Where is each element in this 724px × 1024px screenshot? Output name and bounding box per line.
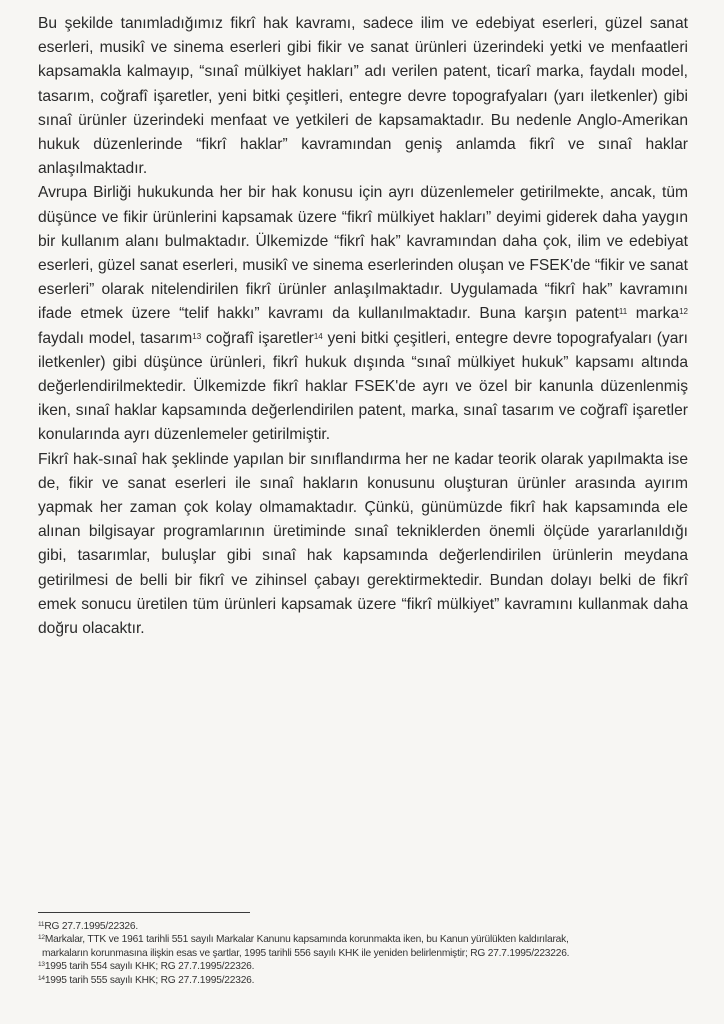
paragraph-3: Fikrî hak-sınaî hak şeklinde yapılan bir sınıflandırma her ne kadar teorik olarak yapılmakta ise de, fikir ve sanat eserleri ile sınaî hakların konusunu oluşturan ürünler arasında ayırım yapmak her zaman çok kolay olmamaktadır. Çünkü, günümüzde fikrî hak kapsamında ele alınan bilgisayar programlarının üretiminde sınaî tekniklerden önemli ölçüde yararlanıldığı gibi, tasarımlar, buluşlar gibi sınaî hak kapsamında değerlendirilen ürünlerin meydana getirilmesi de belli bir fikrî ve zihinsel çabayı gerektirmektedir. Bundan dolayı belki de fikrî emek sonucu üretilen tüm ürünleri kapsamak üzere “fikrî mülkiyet” kavramını kullanmak daha doğru olacaktır.	[38, 450, 688, 638]
paragraph-2	[38, 181, 688, 447]
paragraph-2-text-5: yeni bitki çeşitleri, entegre devre topografyaları (yarı iletkenler) gibi düşünce ürünleri, fikrî hukuk dışında “sınaî mülkiyet hukuk” kapsamı altında değerlendirilmektedir. Ülkemizde fikrî haklar FSEK'de ayrı ve özel bir kanunla düzenlenmiş iken, sınaî haklar kapsamında değerlendirilen patent, marka, sınaî tasarım ve coğrafî işaretler konularında ayrı düzenlemeler getirilmiştir.	[38, 329, 688, 444]
footnote-11	[38, 920, 688, 933]
paragraph-2-text-2: marka	[627, 305, 680, 323]
footnote-number: 11	[38, 921, 45, 928]
footnote-text: Markalar, TTK ve 1961 tarihli 551 sayılı Markalar Kanunu kapsamında korunmakta iken, bu Kanun yürülükten kaldırılarak,	[44, 934, 569, 946]
footnote-12	[38, 933, 688, 946]
footnote-14	[38, 974, 688, 987]
footnote-12-continued: markaların korunmasına ilişkin esas ve şartlar, 1995 tarihli 556 sayılı KHK ile yeniden belirlenmiştir; RG 27.7.1995/223226.	[42, 947, 570, 959]
footnote-ref-14: 14	[313, 331, 323, 341]
footnote-text: 1995 tarih 555 sayılı KHK; RG 27.7.1995/22326.	[44, 974, 255, 986]
footnotes	[38, 920, 688, 987]
footnote-number: 14	[38, 974, 45, 982]
paragraph-2-text-1: Avrupa Birliği hukukunda her bir hak konusu için ayrı düzenlemeler getirilmekte, ancak, tüm düşünce ve fikir ürünlerini kapsamak üzere “fikrî mülkiyet hakları” deyimi giderek daha yaygın bir kullanım alanı bulmaktadır. Ülkemizde “fikrî hak” kavramından daha çok, ilim ve edebiyat eserleri, güzel sanat eserleri, musikî ve sinema eserlerinden oluşan ve FSEK'de “fikir ve sanat eserleri” olarak nitelendirilen fikrî ürünler anlaşılmaktadır. Uygulamada “fikrî hak” kavramını ifade etmek üzere “telif hakkı” kavramı da kullanılmaktadır. Buna karşın patent	[38, 184, 688, 323]
footnote-number: 13	[38, 961, 45, 969]
main-text	[38, 12, 688, 641]
paragraph-1: Bu şekilde tanımladığımız fikrî hak kavramı, sadece ilim ve edebiyat eserleri, güzel sanat eserleri, musikî ve sinema eserleri gibi fikir ve sanat ürünleri üzerindeki yetki ve menfaatleri kapsamakla kalmayıp, “sınaî mülkiyet hakları” adı verilen patent, ticarî marka, faydalı model, tasarım, coğrafî işaretler, yeni bitki çeşitleri, entegre devre topografyaları (yarı iletkenler) gibi sınaî ürünler üzerindeki menfaat ve yetkileri de kapsamaktadır. Bu nedenle Anglo-Amerikan hukuk düzenlerinde “fikrî haklar” kavramından geniş anlamda fikrî ve sınaî haklar anlaşılmaktadır.	[38, 15, 688, 178]
paragraph-2-text-4: coğrafî işaretler	[201, 329, 314, 347]
footnote-13	[38, 960, 688, 973]
paragraph-2-text-3: faydalı model, tasarım	[38, 329, 193, 347]
footnote-text: RG 27.7.1995/22326.	[44, 921, 138, 932]
footnote-number: 12	[38, 934, 45, 942]
footnote-text: 1995 tarih 554 sayılı KHK; RG 27.7.1995/22326.	[44, 961, 255, 973]
footnote-ref-11: 11	[618, 307, 628, 317]
footnote-ref-12: 12	[679, 307, 688, 317]
footnote-ref-13: 13	[192, 331, 202, 341]
footnote-divider	[38, 912, 250, 913]
